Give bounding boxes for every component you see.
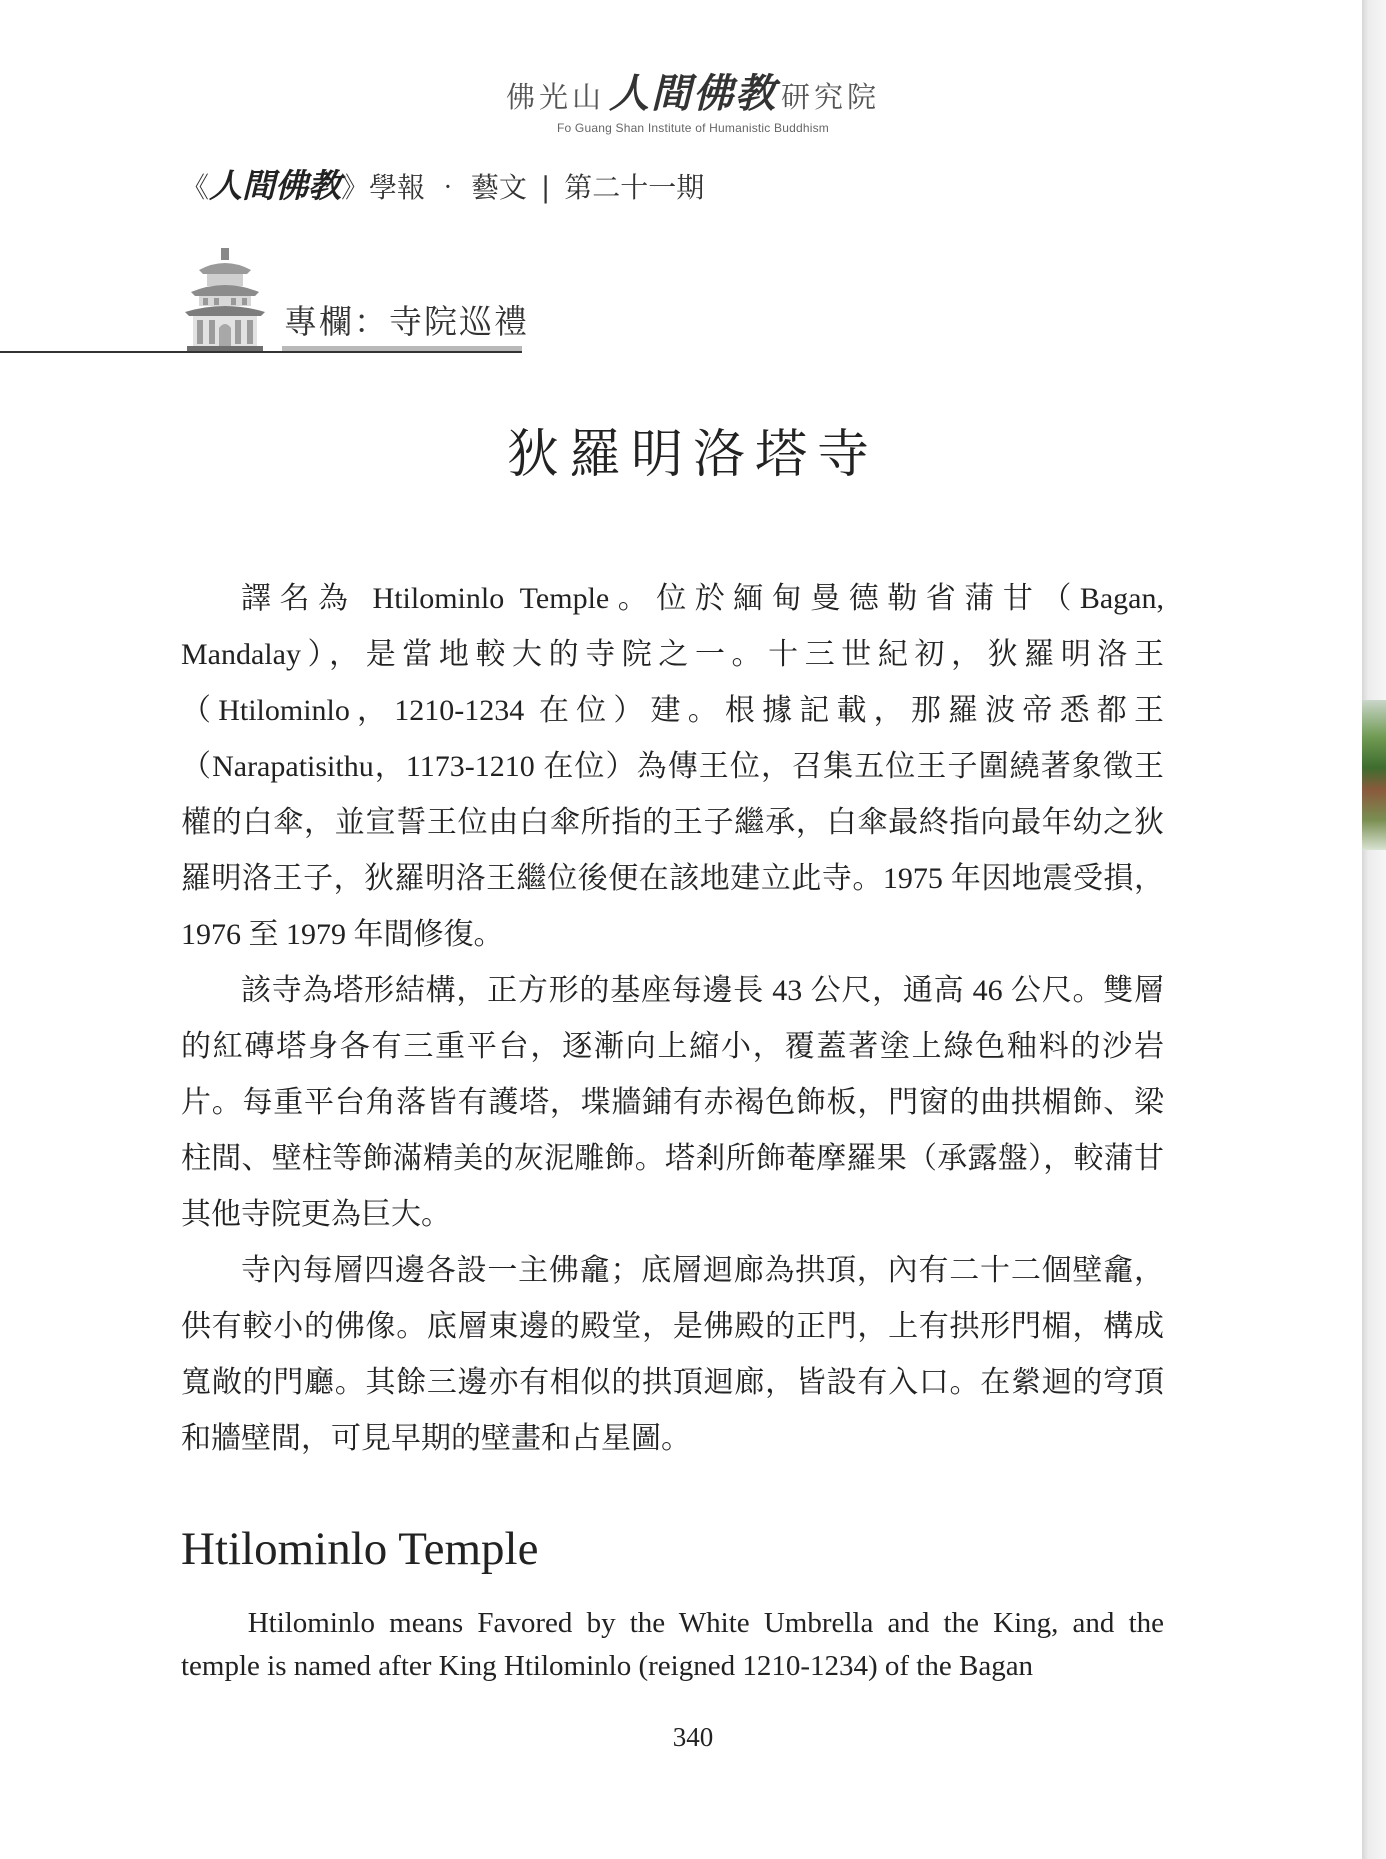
paragraph-en-1: Htilominlo means Favored by the White Umbrella and the King, and the temple is named after King Htilominlo (reigned 1210-1234) of the Bagan bbox=[181, 1607, 1164, 1682]
running-head-separator: | bbox=[540, 171, 551, 204]
section-rule bbox=[0, 351, 522, 353]
institute-name bbox=[0, 62, 1386, 119]
institute-brand: 人間佛教 bbox=[609, 70, 777, 117]
article-body-english bbox=[181, 1602, 1164, 1688]
page-number: 340 bbox=[672, 1722, 714, 1752]
column-label: 專欄：寺院巡禮 bbox=[284, 302, 529, 341]
article-title: 狄羅明洛塔寺 bbox=[506, 425, 879, 485]
institute-name-suffix: 研究院 bbox=[781, 80, 881, 114]
journal-open-bracket: 《 bbox=[181, 171, 210, 204]
paragraph-zh-3: 寺內每層四邊各設一主佛龕；底層迴廊為拱頂，內有二十二個壁龕，供有較小的佛像。底層東邊的殿堂，是佛殿的正門，上有拱形門楣，構成寬敞的門廳。其餘三邊亦有相似的拱頂迴廊，皆設有入口。在縈迴的穹頂和牆壁間，可見早期的壁畫和占星圖。 bbox=[181, 1254, 1164, 1455]
institute-header bbox=[0, 62, 1386, 135]
english-heading: Htilominlo Temple bbox=[181, 1523, 539, 1575]
institute-english-name: Fo Guang Shan Institute of Humanistic Buddhism bbox=[556, 121, 829, 135]
institute-name-prefix: 佛光山 bbox=[505, 80, 605, 114]
issue-number: 第二十一期 bbox=[564, 171, 705, 204]
pagoda-icon bbox=[183, 248, 267, 352]
page-edge-strip bbox=[1362, 0, 1386, 1859]
paragraph-zh-1: 譯名為 Htilominlo Temple。位於緬甸曼德勒省蒲甘（Bagan, Mandalay），是當地較大的寺院之一。十三世紀初，狄羅明洛王（Htilominlo，1210-1234 在位）建。根據記載，那羅波帝悉都王（Narapatisithu，1173-1210 在位）為傳王位，召集五位王子圍繞著象徵王權的白傘，並宣誓王位由白傘所指的王子繼承，白傘最終指向最年幼之狄羅明洛王子，狄羅明洛王繼位後便在該地建立此寺。1975 年因地震受損，1976 至 1979 年間修復。 bbox=[181, 582, 1164, 951]
running-head bbox=[181, 160, 704, 207]
article-body-chinese bbox=[181, 571, 1164, 1467]
journal-title-rest: 》學報 ‧ 藝文 bbox=[341, 171, 527, 204]
page-edge-photo-tab bbox=[1362, 700, 1386, 850]
journal-brand: 人間佛教 bbox=[209, 166, 342, 205]
paragraph-zh-2: 該寺為塔形結構，正方形的基座每邊長 43 公尺，通高 46 公尺。雙層的紅磚塔身各有三重平台，逐漸向上縮小，覆蓋著塗上綠色釉料的沙岩片。每重平台角落皆有護塔，堞牆鋪有赤褐色飾板，門窗的曲拱楣飾、梁柱間、壁柱等飾滿精美的灰泥雕飾。塔剎所飾菴摩羅果（承露盤），較蒲甘其他寺院更為巨大。 bbox=[181, 974, 1164, 1231]
